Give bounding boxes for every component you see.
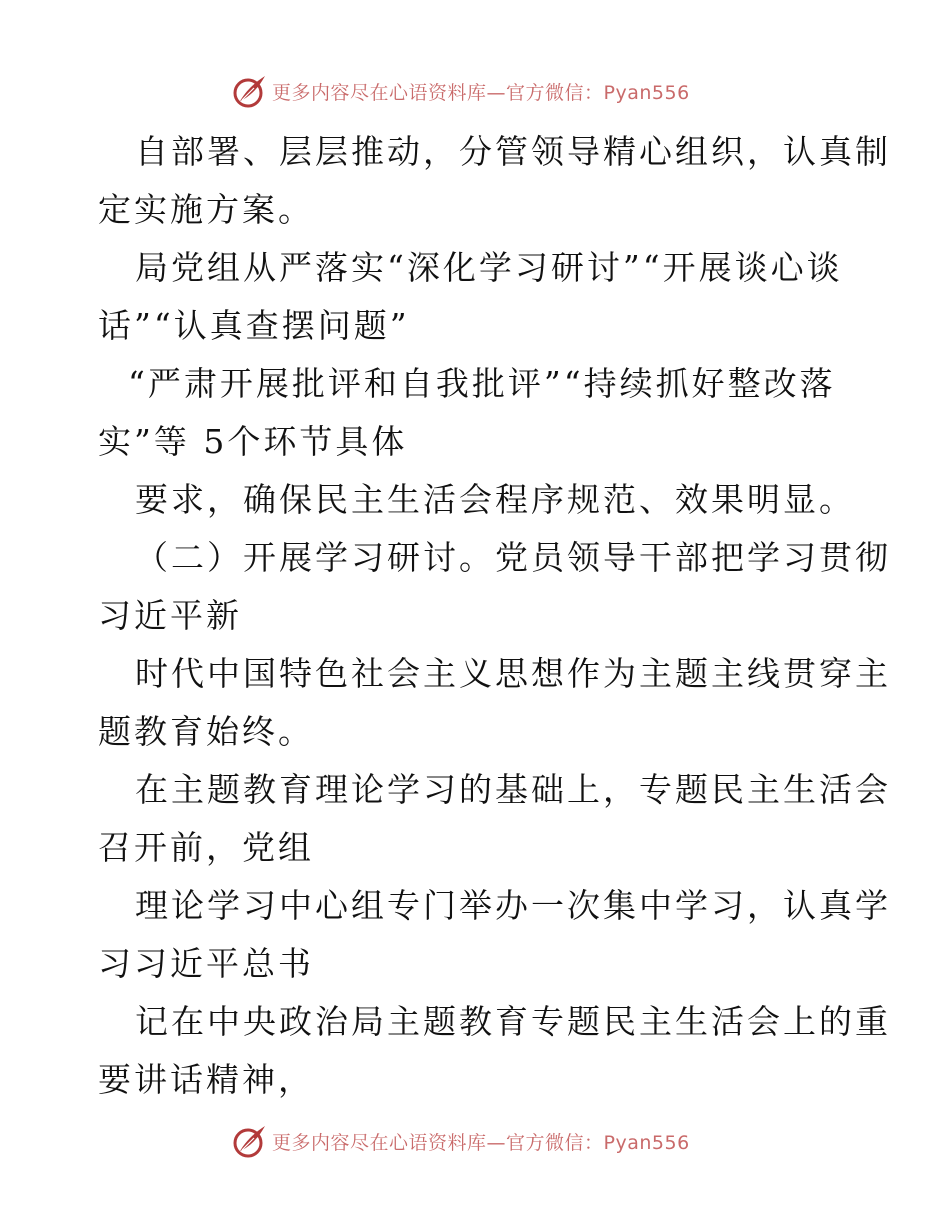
- body-line: 要求，确保民主生活会程序规范、效果明显。: [135, 480, 855, 519]
- header-banner: [232, 71, 752, 111]
- body-line: 实”等 5个环节具体: [98, 422, 408, 461]
- footer-banner-text: 更多内容尽在心语资料库—官方微信：Pyan556: [272, 1131, 690, 1154]
- body-line: （二）开展学习研讨。党员领导干部把学习贯彻: [135, 538, 891, 577]
- document-body: [98, 123, 891, 1109]
- body-line: 在主题教育理论学习的基础上，专题民主生活会: [135, 770, 891, 809]
- body-line: 召开前，党组: [98, 828, 314, 867]
- body-line: 定实施方案。: [98, 190, 314, 229]
- body-line: 题教育始终。: [98, 712, 314, 751]
- footer-banner: [232, 1121, 752, 1161]
- body-line: 理论学习中心组专门举办一次集中学习，认真学: [135, 886, 891, 925]
- feather-pen-logo-icon: [232, 73, 268, 109]
- body-line: 时代中国特色社会主义思想作为主题主线贯穿主: [135, 654, 891, 693]
- body-line: 习近平新: [98, 596, 242, 635]
- body-line: 自部署、层层推动，分管领导精心组织，认真制: [135, 132, 891, 171]
- body-line: “严肃开展批评和自我批评”“持续抓好整改落: [128, 364, 836, 403]
- body-line: 话”“认真查摆问题”: [98, 306, 410, 345]
- body-line: 记在中央政治局主题教育专题民主生活会上的重: [135, 1002, 891, 1041]
- body-line: 局党组从严落实“深化学习研讨”“开展谈心谈: [135, 248, 843, 287]
- header-banner-text: 更多内容尽在心语资料库—官方微信：Pyan556: [272, 81, 690, 104]
- body-line: 要讲话精神，: [98, 1060, 314, 1099]
- feather-pen-logo-icon: [232, 1123, 268, 1159]
- body-line: 习习近平总书: [98, 944, 314, 983]
